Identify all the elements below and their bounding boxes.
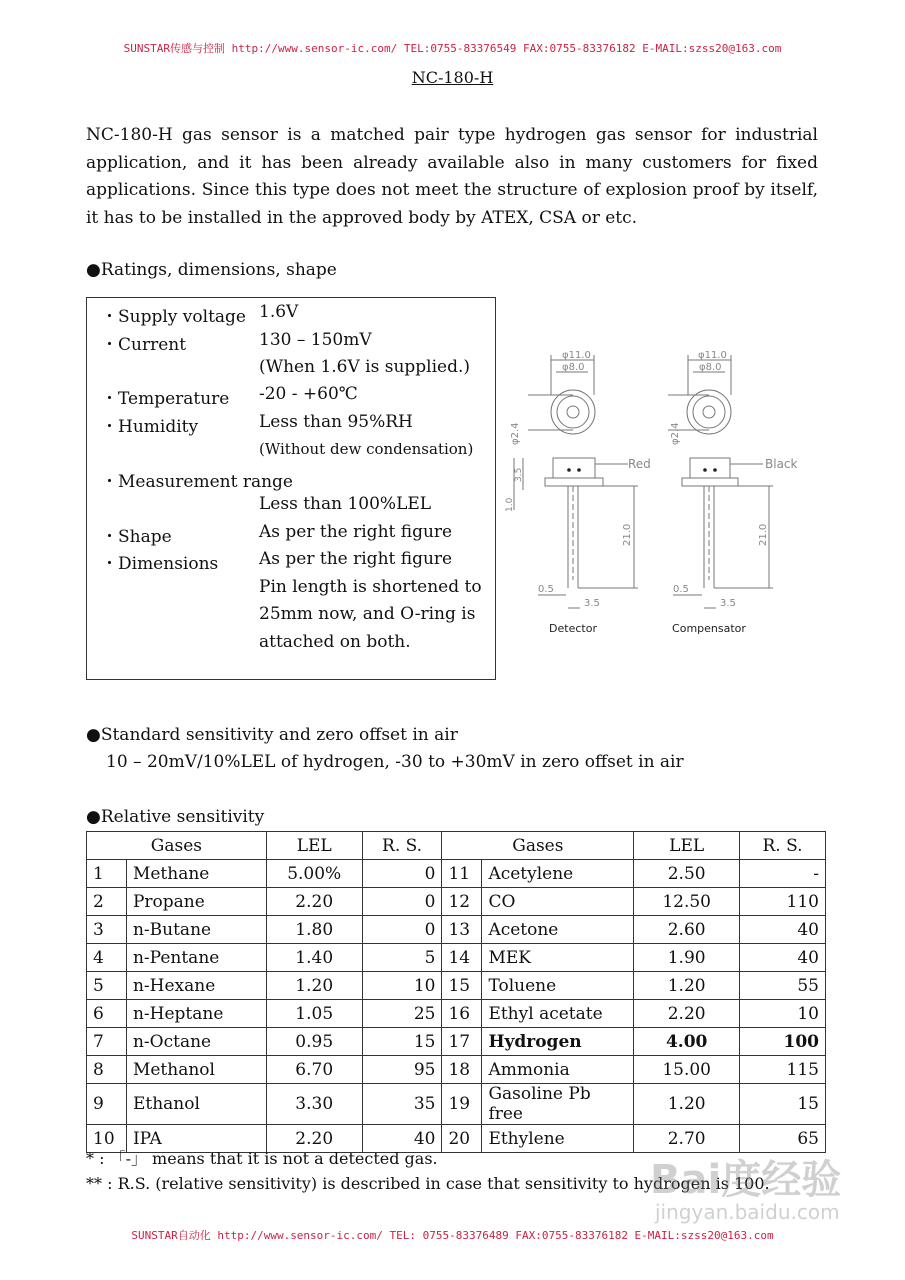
- gas-name: n-Heptane: [126, 1000, 266, 1028]
- rs-value: 100: [740, 1028, 826, 1056]
- row-number: 10: [87, 1125, 127, 1153]
- table-header-row: Gases LEL R. S. Gases LEL R. S.: [87, 832, 826, 860]
- svg-text:0.5: 0.5: [538, 584, 554, 595]
- svg-text:1.0: 1.0: [505, 497, 515, 512]
- gas-name: CO: [482, 888, 634, 916]
- gas-name: Ethyl acetate: [482, 1000, 634, 1028]
- svg-text:φ2.4: φ2.4: [670, 422, 681, 445]
- sensitivity-heading: ●Standard sensitivity and zero offset in air: [86, 725, 458, 745]
- row-number: 15: [442, 972, 482, 1000]
- gas-name: Propane: [126, 888, 266, 916]
- table-row: [87, 944, 826, 972]
- lel-value: 1.40: [266, 944, 362, 972]
- rs-value: 40: [740, 916, 826, 944]
- table-row: [87, 1084, 826, 1125]
- svg-text:0.5: 0.5: [673, 584, 689, 595]
- lel-value: 4.00: [634, 1028, 740, 1056]
- row-number: 2: [87, 888, 127, 916]
- rs-value: 0: [362, 860, 442, 888]
- gas-name: Acetone: [482, 916, 634, 944]
- table-row: [87, 1000, 826, 1028]
- page-header: SUNSTAR传感与控制 http://www.sensor-ic.com/ TEL:0755-83376549 FAX:0755-83376182 E-MAIL:szss20@163.com: [123, 42, 782, 55]
- row-number: 17: [442, 1028, 482, 1056]
- svg-text:21.0: 21.0: [622, 523, 633, 546]
- table-row: [87, 1056, 826, 1084]
- svg-text:Black: Black: [765, 457, 798, 471]
- ratings-heading: ●Ratings, dimensions, shape: [86, 260, 337, 280]
- row-number: 12: [442, 888, 482, 916]
- rs-value: 40: [740, 944, 826, 972]
- lel-value: 3.30: [266, 1084, 362, 1125]
- relative-sensitivity-table: [86, 831, 826, 1153]
- lel-value: 2.60: [634, 916, 740, 944]
- watermark-logo: Bai度经验: [650, 1157, 842, 1203]
- rs-value: 55: [740, 972, 826, 1000]
- gas-name: Gasoline Pb free: [482, 1084, 634, 1125]
- svg-text:φ2.4: φ2.4: [510, 422, 521, 445]
- rs-value: 115: [740, 1056, 826, 1084]
- rs-value: 110: [740, 888, 826, 916]
- gas-name: Ethanol: [126, 1084, 266, 1125]
- ratings-box: ・Supply voltage 1.6V ・Current 130 – 150mV (When 1.6V is supplied.) ・Temperature -20 - +60℃ ・Humidity Less than 95%RH (Without dew condensation) ・Measurement range Less than 100%LEL ・Shape As per the right figure ・Dimensions As per the right figure Pin length is shortened to 25mm now, and O-ring is attached on both.: [86, 297, 496, 680]
- sensor-dimension-drawing: [498, 340, 828, 650]
- gas-name: n-Hexane: [126, 972, 266, 1000]
- note-1: * : 「-」 means that it is not a detected gas.: [86, 1149, 438, 1168]
- rs-value: 95: [362, 1056, 442, 1084]
- lel-value: 0.95: [266, 1028, 362, 1056]
- rs-value: 5: [362, 944, 442, 972]
- rs-value: 10: [362, 972, 442, 1000]
- row-number: 11: [442, 860, 482, 888]
- gas-name: IPA: [126, 1125, 266, 1153]
- sensitivity-text: 10 – 20mV/10%LEL of hydrogen, -30 to +30mV in zero offset in air: [106, 752, 684, 772]
- lel-value: 12.50: [634, 888, 740, 916]
- row-number: 19: [442, 1084, 482, 1125]
- row-number: 9: [87, 1084, 127, 1125]
- lel-value: 2.70: [634, 1125, 740, 1153]
- detector-drawing: [505, 350, 651, 635]
- watermark-url: jingyan.baidu.com: [655, 1200, 840, 1224]
- row-number: 4: [87, 944, 127, 972]
- gas-name: Ammonia: [482, 1056, 634, 1084]
- gas-name: n-Pentane: [126, 944, 266, 972]
- gas-name: n-Octane: [126, 1028, 266, 1056]
- svg-text:Detector: Detector: [549, 622, 597, 635]
- table-row: [87, 972, 826, 1000]
- svg-text:φ11.0: φ11.0: [562, 350, 591, 361]
- row-number: 8: [87, 1056, 127, 1084]
- lel-value: 15.00: [634, 1056, 740, 1084]
- svg-text:φ8.0: φ8.0: [699, 362, 722, 373]
- row-number: 5: [87, 972, 127, 1000]
- rs-value: -: [740, 860, 826, 888]
- gas-name: n-Butane: [126, 916, 266, 944]
- lel-value: 2.20: [266, 1125, 362, 1153]
- gas-name: Methane: [126, 860, 266, 888]
- page-footer: SUNSTAR自动化 http://www.sensor-ic.com/ TEL: 0755-83376489 FAX:0755-83376182 E-MAIL:szss20@163.com: [131, 1229, 774, 1242]
- rs-value: 35: [362, 1084, 442, 1125]
- svg-text:3.5: 3.5: [514, 467, 524, 482]
- svg-text:3.5: 3.5: [584, 598, 600, 609]
- gas-name: Ethylene: [482, 1125, 634, 1153]
- lel-value: 2.50: [634, 860, 740, 888]
- rs-value: 40: [362, 1125, 442, 1153]
- svg-text:21.0: 21.0: [758, 523, 769, 546]
- row-number: 20: [442, 1125, 482, 1153]
- lel-value: 1.90: [634, 944, 740, 972]
- row-number: 14: [442, 944, 482, 972]
- rs-value: 15: [362, 1028, 442, 1056]
- page-title: NC-180-H: [411, 68, 494, 87]
- table-row: [87, 888, 826, 916]
- gas-name: Methanol: [126, 1056, 266, 1084]
- lel-value: 6.70: [266, 1056, 362, 1084]
- lel-value: 1.05: [266, 1000, 362, 1028]
- rs-value: 25: [362, 1000, 442, 1028]
- row-number: 16: [442, 1000, 482, 1028]
- rs-value: 65: [740, 1125, 826, 1153]
- relative-heading: ●Relative sensitivity: [86, 807, 265, 827]
- row-number: 6: [87, 1000, 127, 1028]
- intro-paragraph: NC-180-H gas sensor is a matched pair type hydrogen gas sensor for industrial application, and it has been already available also in many customers for fixed applications. Since this type does not meet the structure of explosion proof by itself, it has to be installed in the approved body by ATEX, CSA or etc.: [86, 125, 818, 228]
- lel-value: 2.20: [634, 1000, 740, 1028]
- gas-name: Acetylene: [482, 860, 634, 888]
- compensator-drawing: [668, 350, 798, 635]
- lel-value: 2.20: [266, 888, 362, 916]
- lel-value: 1.20: [634, 1084, 740, 1125]
- rs-value: 0: [362, 916, 442, 944]
- rs-value: 0: [362, 888, 442, 916]
- table-row: [87, 1028, 826, 1056]
- svg-text:Compensator: Compensator: [672, 622, 746, 635]
- table-row: [87, 916, 826, 944]
- row-number: 13: [442, 916, 482, 944]
- rs-value: 10: [740, 1000, 826, 1028]
- svg-text:3.5: 3.5: [720, 598, 736, 609]
- table-row: [87, 860, 826, 888]
- row-number: 3: [87, 916, 127, 944]
- lel-value: 5.00%: [266, 860, 362, 888]
- svg-text:φ11.0: φ11.0: [698, 350, 727, 361]
- row-number: 7: [87, 1028, 127, 1056]
- rs-value: 15: [740, 1084, 826, 1125]
- lel-value: 1.20: [266, 972, 362, 1000]
- row-number: 18: [442, 1056, 482, 1084]
- svg-text:Red: Red: [628, 457, 651, 471]
- gas-name: MEK: [482, 944, 634, 972]
- lel-value: 1.20: [634, 972, 740, 1000]
- svg-text:φ8.0: φ8.0: [562, 362, 585, 373]
- lel-value: 1.80: [266, 916, 362, 944]
- gas-name: Hydrogen: [482, 1028, 634, 1056]
- row-number: 1: [87, 860, 127, 888]
- gas-name: Toluene: [482, 972, 634, 1000]
- note-2: ** : R.S. (relative sensitivity) is described in case that sensitivity to hydrogen is 100.: [86, 1174, 770, 1193]
